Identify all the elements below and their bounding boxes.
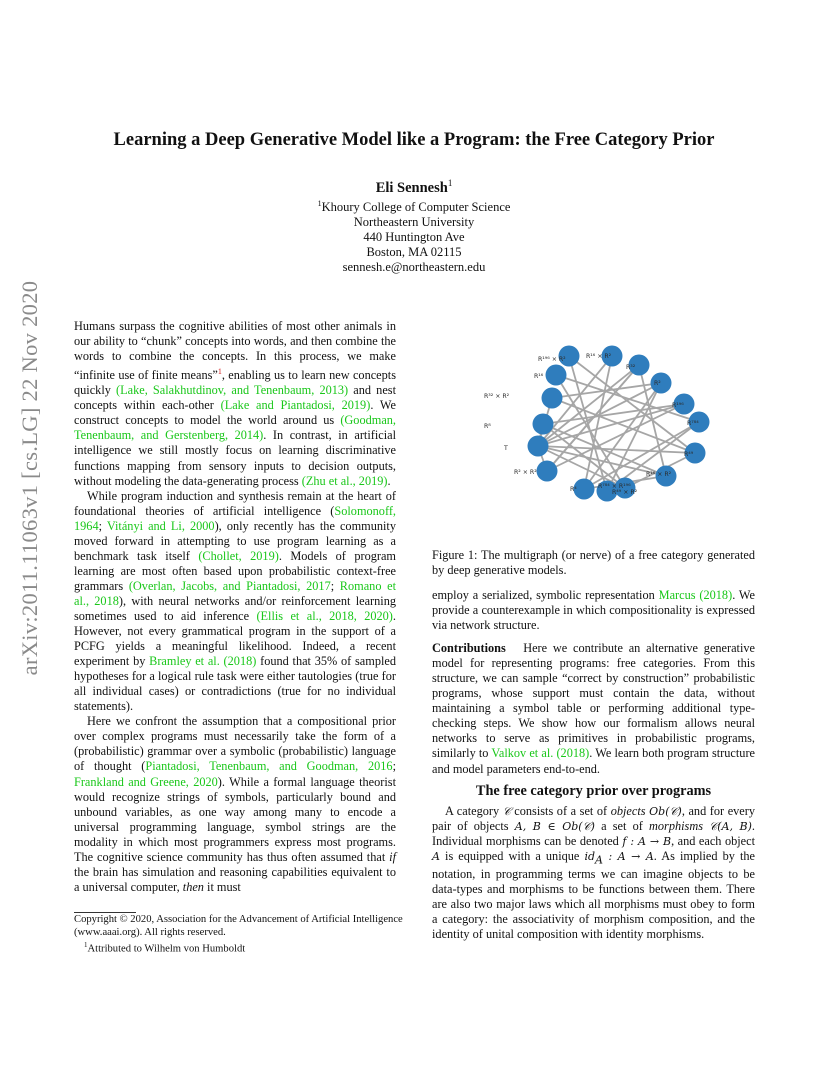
copyright-notice: Copyright © 2020, Association for the Advancement of Artificial Intelligence (www.aaai.org). All rights reserved.	[74, 914, 403, 938]
citation: (Overlan, Jacobs, and Piantadosi, 2017	[128, 578, 331, 593]
math-expr: f : A → B	[622, 834, 672, 848]
math-expr: A, B ∈ Ob(𝒞)	[514, 819, 595, 833]
citation: Solomonoff, 1964	[74, 503, 396, 533]
text-run: and nest concepts within each-other	[74, 383, 396, 413]
text-run: Here we confront the assumption that a compositional prior over complex programs must necessarily take the form of a (probabilistic) grammar over a symbolic (probabilistic) language of thought (	[74, 714, 396, 774]
footnotes	[74, 914, 404, 956]
graph-node-label: R¹⁹⁶	[672, 402, 684, 409]
math-expr: 𝒞(A, B)	[709, 819, 752, 833]
footnote-rule	[74, 912, 136, 913]
citation: Marcus (2018)	[658, 588, 733, 602]
figure-1-graph	[474, 336, 730, 512]
text-run: is equipped with a unique	[439, 848, 585, 863]
text-run: the brain has simulation and reasoning capabilities equivalent to a universal computer,	[74, 864, 396, 894]
graph-node-label: R¹⁶	[534, 373, 544, 380]
citation: (Ellis et al., 2018, 2020)	[256, 608, 393, 623]
citation: (Chollet, 2019)	[198, 548, 279, 563]
citation: Piantadosi, Tenenbaum, and Goodman, 2016	[145, 759, 393, 774]
text-run: .	[387, 473, 391, 488]
graph-node	[542, 388, 563, 409]
emphasis: if	[389, 849, 396, 864]
text-run: . We construct concepts to model the world around us	[74, 398, 396, 428]
math-expr: A	[595, 853, 603, 867]
right-column	[432, 588, 755, 942]
section-heading: The free category prior over programs	[475, 782, 712, 799]
affiliation-line: 440 Huntington Ave	[363, 230, 465, 245]
text-run: . As implied by the notation, in programming terms we can imagine objects to be data-types and morphisms to be functions between them. There are also two major laws which all morphisms must obey to form a category: the associativity of morphism composition, and the identity of unital composition with identity morphisms.	[432, 848, 756, 942]
text-run: While program induction and synthesis remain at the heart of foundational theories of artificial intelligence (	[74, 488, 396, 518]
contributions-heading: Contributions	[432, 641, 506, 656]
math-expr: 𝒞	[502, 804, 511, 818]
graph-node-label: R⁸	[484, 423, 491, 430]
text-run: Humans surpass the cognitive abilities of most other animals in our ability to “chunk” concepts into words, and then combine the words to combine the concepts. In this process, we make “infinite use of finite means”	[74, 319, 396, 383]
graph-node-label: R⁴⁹	[684, 451, 694, 458]
text-run: . Individual morphisms can be denoted	[432, 818, 755, 848]
graph-node	[533, 414, 554, 435]
math-expr: Ob(𝒞)	[649, 804, 682, 818]
intro-paragraph-1	[74, 319, 396, 489]
graph-node-label: R⁷⁸⁴	[687, 420, 699, 427]
citation: Vitányi and Li, 2000	[106, 518, 215, 533]
affiliation-line: Northeastern University	[353, 215, 475, 230]
text-run: . We provide a counterexample in which compositionality is expressed via network structure.	[432, 588, 755, 633]
footnote-mark: 1	[217, 367, 222, 377]
math-expr: id	[584, 849, 596, 863]
paper-title: Learning a Deep Generative Model like a Program: the Free Category Prior	[113, 130, 715, 150]
citation: Romano et al., 2018	[74, 578, 396, 608]
text-run: ;	[98, 518, 107, 533]
text-run: Here we contribute an alternative generative model for representing programs: free categories. From this structure, we can sample “correct by construction” probabilistic programs, whose support must contain the data, without maintaining a symbol table or performing additional type-checking steps. We show how our formalism allows neural networks to serve as primitives in probabilistic programs, similarly to	[432, 641, 755, 761]
graph-node-label: R²	[654, 380, 661, 387]
author-email: sennesh.e@northeastern.edu	[342, 260, 486, 275]
contributions-paragraph	[432, 641, 755, 776]
multigraph-svg	[474, 336, 730, 512]
citation: Bramley et al. (2018)	[149, 654, 257, 669]
graph-node-label: R¹⁶ × R²	[646, 471, 672, 478]
affiliation-line: $^1$Khoury College of Computer Science	[317, 199, 511, 215]
graph-node-label: T	[504, 445, 508, 452]
text-run: it must	[203, 879, 241, 894]
graph-node-label: R¹⁹⁶ × R²	[538, 356, 566, 363]
text-run: employ a serialized, symbolic representation	[432, 588, 659, 602]
math-expr: : A → A	[602, 849, 654, 863]
text-run: a set of	[594, 818, 650, 833]
graph-node-label: R³²	[626, 364, 636, 371]
continued-paragraph	[432, 588, 755, 633]
text-run: ), with neural networks and/or reinforcement learning sometimes used to aid inference	[74, 593, 396, 623]
citation: (Goodman, Tenenbaum, and Gerstenberg, 2014)	[74, 413, 396, 443]
affiliation-block	[40, 196, 788, 275]
left-column	[74, 319, 396, 895]
text-run: ;	[392, 759, 396, 774]
affiliation-mark: 1	[317, 199, 322, 208]
author-name: Eli Sennesh	[375, 179, 448, 196]
text-run: . We learn both program structure and model parameters end-to-end.	[432, 746, 755, 776]
text-run: A category	[445, 803, 503, 818]
text-run: . In contrast, in artificial intelligence we still mostly focus on learning discriminative functions mapping from sensory inputs to decision outputs, without modeling the data-generating process	[74, 428, 397, 488]
intro-paragraph-2	[74, 489, 396, 715]
citation: (Lake and Piantadosi, 2019)	[220, 398, 371, 413]
contributions-text	[432, 641, 755, 775]
author-line	[40, 178, 788, 197]
arxiv-identifier-text: arXiv:2011.11063v1 [cs.LG] 22 Nov 2020	[17, 280, 42, 676]
graph-node	[537, 461, 558, 482]
text-run: ), only recently has the community moved forward in attempting to use program learning as a benchmark task itself	[74, 518, 396, 563]
text-run: found that 35% of sampled hypotheses for a logical rule task were either tautologies (true for all individual cases) or contradictions (true for no individual statements).	[74, 654, 396, 714]
text-run: . However, not every grammatical program in the support of a PCFG yields a meaningful likelihood. Indeed, a recent experiment by	[74, 608, 396, 669]
figure-1-caption: Figure 1: The multigraph (or nerve) of a free category generated by deep generative models.	[432, 548, 755, 577]
text-run: . Models of program learning are most often based upon probabilistic context-free grammars	[74, 548, 396, 593]
graph-node-label: R² × R²	[514, 469, 537, 476]
citation: Valkov et al. (2018)	[491, 746, 590, 761]
citation: (Lake, Salakhutdinov, and Tenenbaum, 2013)	[116, 383, 349, 398]
emphasis: morphisms	[649, 818, 703, 833]
graph-node	[546, 365, 567, 386]
text-run: , and for every pair of objects	[432, 803, 756, 833]
footnote-1: $^1$Attributed to Wilhelm von Humboldt	[84, 941, 246, 955]
section-paragraph	[432, 804, 755, 943]
text-run: ;	[330, 578, 340, 593]
graph-node-label: R³² × R²	[484, 393, 510, 400]
citation: (Zhu et al., 2019)	[301, 473, 388, 488]
graph-node-label: R⁴⁹ × R²	[612, 489, 638, 496]
text-run: , and each object	[671, 833, 756, 848]
graph-node-label: R¹⁶ × R²	[586, 353, 612, 360]
emphasis: objects	[610, 803, 646, 818]
math-expr: A	[432, 849, 440, 863]
text-run: consists of a set of	[510, 803, 611, 818]
text-run: ). While a formal language theorist would recognize strings of symbols, particularly bound and unbound variables, as one way among many to encode a universal programming language, symbol strings are the modality in which most programmers express most programs. The cognitive science community has thus often assumed that	[74, 774, 396, 864]
text-run: , enabling us to learn new concepts quickly	[74, 368, 396, 398]
affiliation-line: Boston, MA 02115	[366, 245, 462, 260]
author-affil-mark: 1	[447, 178, 453, 188]
intro-paragraph-3	[74, 714, 396, 895]
arxiv-identifier	[10, 282, 50, 674]
graph-node-label: R⁴	[570, 486, 577, 493]
emphasis: then	[182, 879, 204, 894]
graph-node	[528, 436, 549, 457]
citation: Frankland and Greene, 2020	[74, 774, 218, 789]
graph-node-label: R⁷⁸⁴ × R¹⁹⁶	[598, 483, 631, 490]
